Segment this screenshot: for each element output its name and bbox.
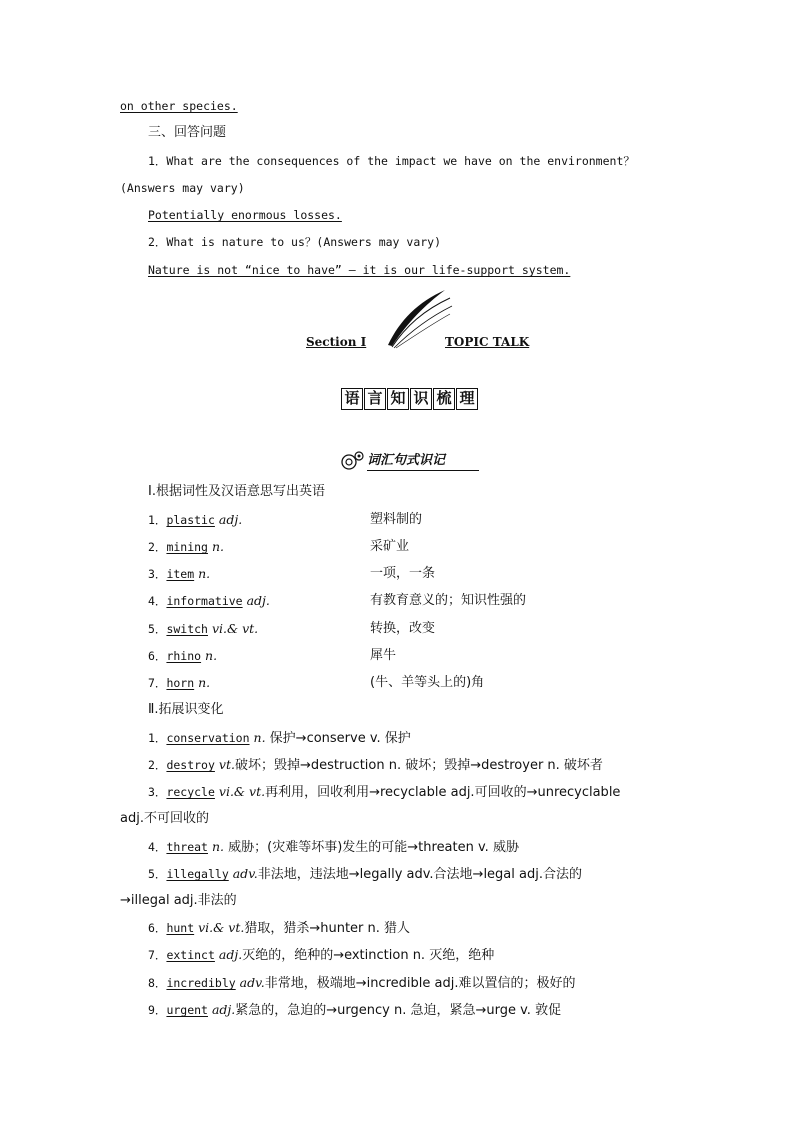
section-label: Section Ⅰ [306,335,367,349]
banner-char: 识 [410,388,432,410]
meaning: 一项，一条 [370,566,436,581]
banner-char: 知 [387,388,409,410]
list-item: 1．conservation n. 保护→conserve v. 保护 [148,730,411,746]
question-1: 1．What are the consequences of the impact we have on the environment？ [148,154,635,168]
topic-label: TOPIC TALK [445,335,530,349]
answer-word: item [166,567,195,581]
list-item: 6．hunt vi.& vt.猎取，猎杀→hunter n. 猎人 [148,920,411,936]
title-banner [341,388,478,410]
answer-word: mining [166,540,208,554]
answer-word: threat [166,840,208,854]
answer-word: destroy [166,758,215,772]
banner-char: 梳 [433,388,455,410]
list-item: 6．rhino n. [148,648,218,663]
list-item: 9．urgent adj.紧急的，急迫的→urgency n. 急迫，紧急→urge v. 敦促 [148,1002,562,1018]
list-item: 3．recycle vi.& vt.再利用，回收利用→recyclable adj.可回收的→unrecyclable [148,784,621,800]
list-item: 8．incredibly adv.非常地，极端地→incredible adj.难以置信的；极好的 [148,975,576,991]
list-item: 2．mining n. [148,539,224,554]
answer-word: hunt [166,921,195,935]
answer-word: plastic [166,513,215,527]
text-line: →illegal adj.非法的 [120,893,237,908]
list-item: 4．threat n. 威胁；(灾难等坏事)发生的可能→threaten v. 威胁 [148,839,519,855]
sub-banner [340,449,482,469]
meaning: 采矿业 [370,539,410,554]
answer-word: incredibly [166,976,236,990]
list-item: 3．item n. [148,566,211,581]
answer-1: Potentially enormous losses. [148,208,342,222]
answer-word: informative [166,594,243,608]
list-item: 1．plastic adj. [148,512,243,527]
part-2-title: Ⅱ.拓展识变化 [148,702,224,717]
answer-word: recycle [166,785,215,799]
list-item: 4．informative adj. [148,593,270,608]
answer-word: urgent [166,1003,208,1017]
meaning: 犀牛 [370,648,397,663]
meaning: 有教育意义的；知识性强的 [370,593,527,608]
banner-char: 言 [364,388,386,410]
text-line [120,97,238,115]
answer-word: conservation [166,731,250,745]
banner-char: 语 [341,388,363,410]
answer-word: extinct [166,948,215,962]
part-1-title: Ⅰ.根据词性及汉语意思写出英语 [148,484,325,499]
circles-icon [340,449,366,471]
question-1-continued: (Answers may vary) [120,181,245,195]
sub-banner-text: 词汇句式识记 [367,449,479,471]
answer-word: horn [166,676,195,690]
list-item: 5．switch vi.& vt. [148,621,259,636]
answer-word: rhino [166,649,202,663]
text-line: adj.不可回收的 [120,811,209,826]
list-item: 7．horn n. [148,675,211,690]
banner-char: 理 [456,388,478,410]
answer-word: switch [166,622,208,636]
list-item: 5．illegally adv.非法地，违法地→legally adv.合法地→legal adj.合法的 [148,866,582,882]
answer-2: Nature is not “nice to have” — it is our life-support system. [148,263,571,277]
meaning: 塑料制的 [370,512,423,527]
section-heading: 三、回答问题 [148,125,227,140]
list-item: 2．destroy vt.破坏；毁掉→destruction n. 破坏；毁掉→destroyer n. 破坏者 [148,757,603,773]
question-2: 2．What is nature to us？(Answers may vary) [148,235,442,249]
answer-text: on other species. [120,99,238,113]
meaning: (牛、羊等头上的)角 [370,675,485,690]
meaning: 转换，改变 [370,621,436,636]
section-header [300,290,530,352]
list-item: 7．extinct adj.灭绝的，绝种的→extinction n. 灭绝，绝种 [148,947,495,963]
answer-word: illegally [166,867,229,881]
